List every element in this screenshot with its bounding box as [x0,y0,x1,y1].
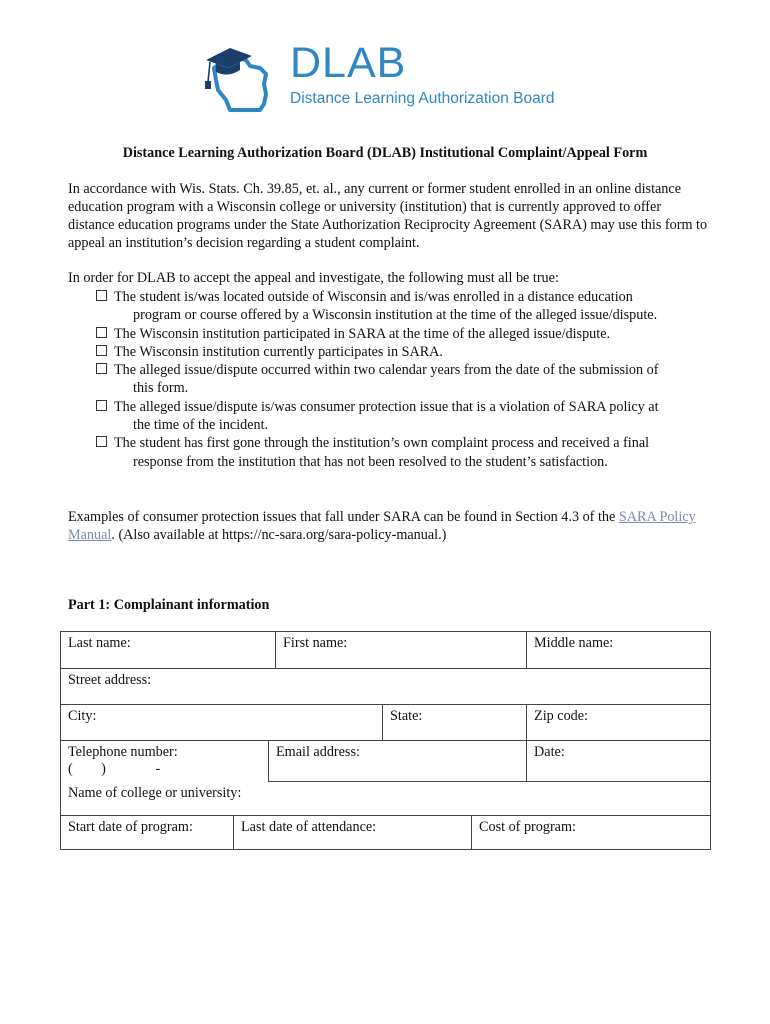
complainant-info-table [60,631,711,850]
city-field[interactable] [61,705,383,741]
date-label: Date: [534,744,565,760]
last-date-label: Last date of attendance: [241,818,377,835]
first-name-label: First name: [283,635,348,651]
requirement-text: The student has first gone through the institution’s own complaint process and received a final [114,435,650,452]
requirement-text-continued: program or course offered by a Wisconsin institution at the time of the alleged issue/dispute. [133,307,658,324]
telephone-field[interactable] [61,741,269,782]
zip-code-label: Zip code: [534,708,589,724]
last-name-label: Last name: [68,635,131,651]
city-label: City: [68,708,97,724]
requirement-text: The Wisconsin institution participated in SARA at the time of the alleged issue/dispute. [114,325,611,342]
cost-field[interactable] [472,815,711,849]
checkbox-icon [96,327,107,338]
email-field[interactable] [269,741,527,782]
start-date-field[interactable] [61,815,234,849]
logo-full-name: Distance Learning Authorization Board [290,90,555,107]
intro-paragraph: In accordance with Wis. Stats. Ch. 39.85, et. al., any current or former student enrolled in an online distance education program with a Wisconsin college or university (institution) that is currently approved to offer distance education programs under the State Authorization Reciprocity Agreement (SARA) may use this form to appeal an institution’s decision regarding a student complaint. [68,181,708,251]
requirements-list [96,288,700,471]
college-name-label: Name of college or university: [68,784,242,801]
middle-name-field[interactable] [527,632,711,669]
checkbox-icon [96,363,107,374]
cost-label: Cost of program: [479,818,576,835]
requirement-item [96,288,700,325]
dlab-logo [200,38,580,118]
checkbox-icon [96,400,107,411]
logo-acronym: DLAB [290,39,407,87]
requirement-item [96,398,700,435]
requirement-text: The student is/was located outside of Wisconsin and is/was enrolled in a distance education [114,289,633,305]
email-label: Email address: [276,744,360,760]
date-field[interactable] [527,741,711,782]
checkbox-icon [96,345,107,356]
state-field[interactable] [383,705,527,741]
telephone-label: Telephone number: [68,744,178,760]
requirement-item [96,325,700,343]
street-address-field[interactable] [61,669,711,705]
college-name-field[interactable] [61,781,711,815]
requirement-text-continued: this form. [133,380,189,397]
requirements-intro: In order for DLAB to accept the appeal and investigate, the following must all be true: [68,270,559,286]
street-address-label: Street address: [68,672,152,688]
examples-paragraph [68,508,708,544]
wisconsin-map-graduation-cap-icon [200,38,280,116]
requirement-item [96,343,700,361]
last-name-field[interactable] [61,632,276,669]
start-date-label: Start date of program: [68,818,193,835]
page-title: Distance Learning Authorization Board (DLAB) Institutional Complaint/Appeal Form [122,145,648,161]
checkbox-icon [96,290,107,301]
middle-name-label: Middle name: [534,635,614,651]
requirement-text: The alleged issue/dispute occurred within two calendar years from the date of the submission of [114,362,659,379]
part1-title: Part 1: Complainant information [68,597,270,613]
requirement-item [96,434,700,471]
checkbox-icon [96,436,107,447]
last-date-field[interactable] [234,815,472,849]
requirement-text-continued: the time of the incident. [133,417,269,434]
first-name-field[interactable] [276,632,527,669]
state-label: State: [390,708,423,724]
telephone-format: ( ) - [68,761,161,777]
requirement-item [96,361,700,398]
requirement-text-continued: response from the institution that has not been resolved to the student’s satisfaction. [133,453,608,470]
requirement-text: The alleged issue/dispute is/was consumer protection issue that is a violation of SARA policy at [114,398,659,415]
requirement-text: The Wisconsin institution currently participates in SARA. [114,343,443,360]
examples-text-after: . (Also available at https://nc-sara.org/sara-policy-manual.) [111,527,447,543]
sara-policy-manual-link[interactable]: SARA Policy Manual [68,509,696,543]
examples-text: Examples of consumer protection issues that fall under SARA can be found in Section 4.3 of the [68,509,619,525]
zip-code-field[interactable] [527,705,711,741]
